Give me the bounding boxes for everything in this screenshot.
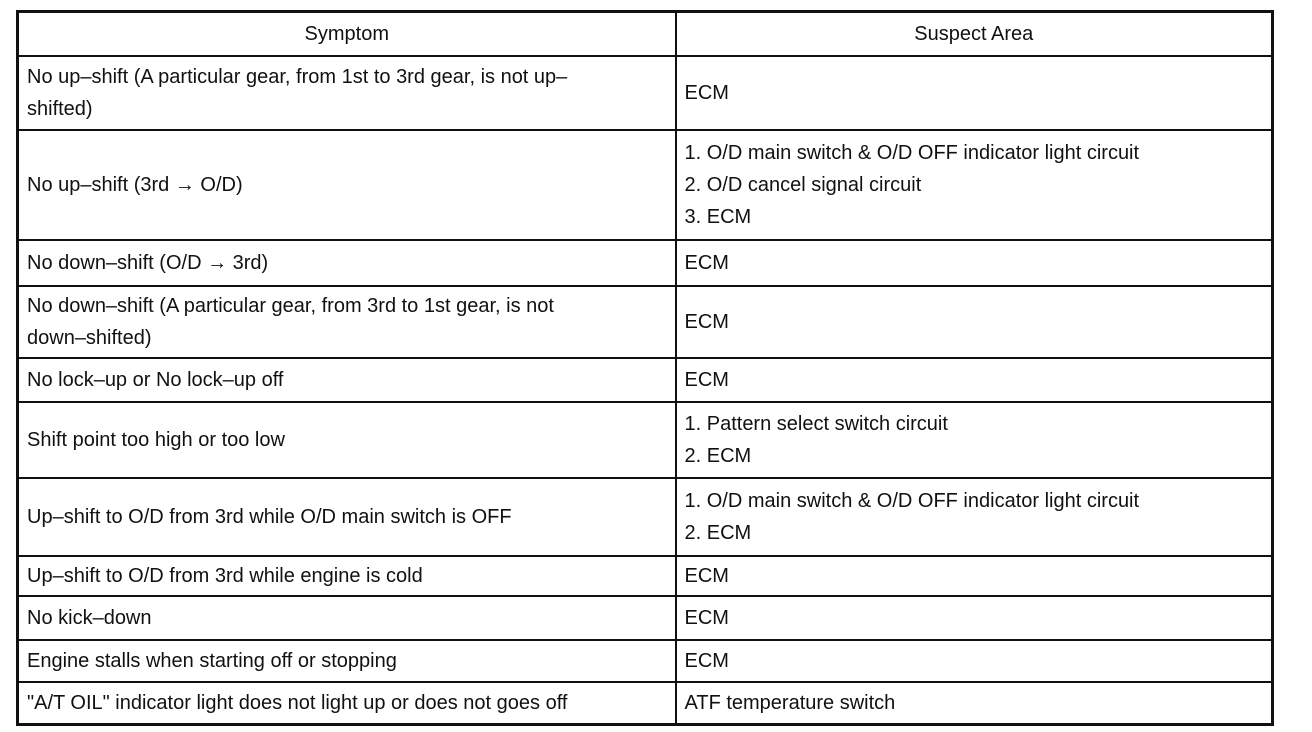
suspect-area-text: 2. ECM	[684, 522, 752, 544]
suspect-area-text: ECM	[684, 565, 729, 587]
suspect-area-text: ECM	[684, 650, 729, 672]
suspect-area-cell	[676, 596, 1273, 640]
table-row	[18, 358, 1273, 402]
symptom-cell	[18, 402, 676, 478]
suspect-area-text: 2. ECM	[684, 445, 752, 467]
suspect-area-cell	[676, 640, 1273, 682]
symptom-cell	[18, 286, 676, 358]
suspect-area-text: 3. ECM	[684, 206, 752, 228]
table-row	[18, 240, 1273, 286]
suspect-area-cell	[676, 286, 1273, 358]
symptom-cell	[18, 56, 676, 130]
suspect-area-text: ECM	[684, 311, 729, 333]
suspect-area-cell	[676, 478, 1273, 556]
suspect-area-cell	[676, 556, 1273, 596]
table-row	[18, 682, 1273, 724]
diagnosis-table-container	[16, 10, 1271, 726]
table-row	[18, 478, 1273, 556]
symptom-text: No up–shift (A particular gear, from 1st to 3rd gear, is not up–	[27, 66, 568, 88]
symptom-text: No up–shift (3rd → O/D)	[27, 174, 243, 196]
table-row	[18, 56, 1273, 130]
suspect-area-text: ECM	[684, 369, 729, 391]
suspect-area-text: ECM	[684, 82, 729, 104]
table-row	[18, 130, 1273, 240]
symptom-text: Up–shift to O/D from 3rd while O/D main switch is OFF	[27, 506, 512, 528]
suspect-area-cell	[676, 240, 1273, 286]
suspect-area-text: 2. O/D cancel signal circuit	[684, 174, 922, 196]
symptom-cell	[18, 130, 676, 240]
suspect-area-text: ECM	[684, 252, 729, 274]
symptom-text: Shift point too high or too low	[27, 429, 285, 451]
symptom-suspect-table	[16, 10, 1274, 726]
symptom-text: "A/T OIL" indicator light does not light up or does not goes off	[27, 691, 568, 714]
symptom-cell	[18, 640, 676, 682]
table-header-row	[18, 12, 1273, 57]
symptom-cell	[18, 240, 676, 286]
symptom-text: shifted)	[27, 98, 93, 120]
header-suspect-area: Suspect Area	[676, 12, 1273, 57]
symptom-text: down–shifted)	[27, 327, 152, 349]
suspect-area-cell	[676, 358, 1273, 402]
table-row	[18, 286, 1273, 358]
table-body	[18, 56, 1273, 724]
suspect-area-cell	[676, 402, 1273, 478]
table-row	[18, 596, 1273, 640]
symptom-cell	[18, 358, 676, 402]
symptom-text: No kick–down	[27, 607, 152, 629]
table-row	[18, 556, 1273, 596]
suspect-area-text: ECM	[684, 607, 729, 629]
symptom-text: Up–shift to O/D from 3rd while engine is cold	[27, 565, 423, 587]
header-symptom: Symptom	[18, 12, 676, 57]
suspect-area-cell	[676, 682, 1273, 724]
symptom-cell	[18, 596, 676, 640]
symptom-cell	[18, 682, 676, 724]
suspect-area-text: 1. O/D main switch & O/D OFF indicator light circuit	[684, 142, 1140, 164]
table-row	[18, 402, 1273, 478]
symptom-cell	[18, 556, 676, 596]
symptom-text: No down–shift (O/D → 3rd)	[27, 252, 269, 274]
suspect-area-cell	[676, 56, 1273, 130]
suspect-area-text: ATF temperature switch	[684, 691, 896, 714]
symptom-text: Engine stalls when starting off or stopping	[27, 650, 397, 672]
symptom-cell	[18, 478, 676, 556]
suspect-area-text: 1. Pattern select switch circuit	[684, 413, 948, 435]
symptom-text: No down–shift (A particular gear, from 3rd to 1st gear, is not	[27, 295, 554, 317]
suspect-area-cell	[676, 130, 1273, 240]
suspect-area-text: 1. O/D main switch & O/D OFF indicator light circuit	[684, 490, 1140, 512]
symptom-text: No lock–up or No lock–up off	[27, 369, 284, 391]
table-row	[18, 640, 1273, 682]
